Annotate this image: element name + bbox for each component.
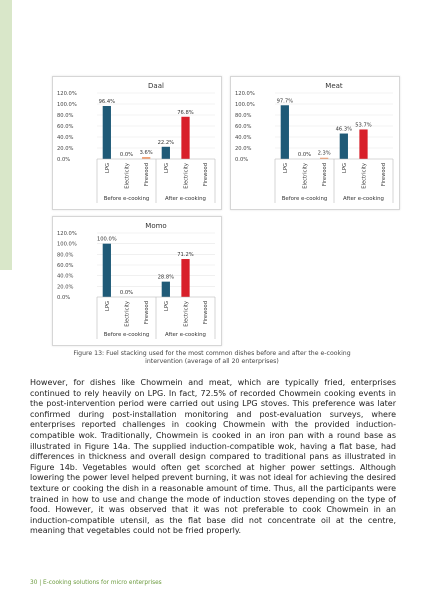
y-tick-label: 80.0%	[235, 113, 252, 119]
bar-lpg	[162, 282, 170, 297]
data-label: 71.2%	[177, 252, 194, 259]
x-tick-label: Electricity	[361, 163, 368, 189]
data-label: 96.4%	[98, 98, 116, 105]
y-tick-label: 120.0%	[235, 91, 255, 97]
data-label: 0.0%	[119, 152, 134, 158]
y-tick-label: 0.0%	[57, 295, 71, 301]
bar-lpg	[162, 147, 170, 159]
chart-title: Daal	[148, 82, 164, 90]
group-label: Before e-cooking	[281, 196, 328, 202]
data-label: 53.7%	[355, 122, 372, 129]
group-label: After e-cooking	[165, 332, 206, 338]
x-tick-label: Electricity	[183, 163, 190, 189]
data-label: 76.8%	[177, 109, 194, 116]
group-label: After e-cooking	[343, 196, 384, 202]
chart-meat-svg	[231, 77, 399, 209]
group-label: Before e-cooking	[103, 332, 150, 338]
x-tick-label: Electricity	[302, 163, 309, 189]
x-tick-label: LPG	[282, 163, 289, 174]
bar-electricity	[359, 129, 367, 159]
data-label: 46.3%	[335, 126, 353, 133]
bar-lpg	[340, 134, 348, 159]
y-tick-label: 0.0%	[57, 157, 71, 163]
y-tick-label: 120.0%	[57, 231, 77, 237]
chart-daal-svg	[53, 77, 221, 209]
data-label: 0.0%	[119, 290, 134, 296]
y-tick-label: 20.0%	[57, 146, 74, 152]
x-tick-label: LPG	[341, 163, 348, 174]
data-label: 3.6%	[139, 150, 153, 157]
x-tick-label: Electricity	[124, 301, 131, 327]
x-tick-label: LPG	[104, 301, 111, 312]
x-tick-label: LPG	[163, 163, 170, 174]
chart-daal	[52, 76, 222, 210]
chart-title: Meat	[325, 82, 343, 90]
group-label: Before e-cooking	[103, 196, 150, 202]
chart-momo-svg	[53, 217, 221, 345]
x-tick-label: LPG	[104, 163, 111, 174]
data-label: 97.7%	[276, 98, 294, 105]
bar-electricity	[181, 117, 189, 159]
x-tick-label: Electricity	[124, 163, 131, 189]
data-label: 2.3%	[317, 150, 331, 157]
bar-lpg	[103, 106, 111, 159]
x-tick-label: Firewood	[381, 163, 388, 187]
figure-caption: Figure 13: Fuel stacking used for the most common dishes before and after the e-cooking intervention (average of all 20 enterprises)	[73, 350, 351, 366]
y-tick-label: 60.0%	[235, 124, 252, 130]
x-tick-label: Firewood	[322, 163, 329, 187]
x-tick-label: LPG	[163, 301, 170, 312]
data-label: 28.8%	[157, 274, 175, 281]
data-label: 100.0%	[96, 236, 117, 243]
bar-lpg	[281, 105, 289, 159]
x-tick-label: Firewood	[203, 163, 210, 187]
chart-momo	[52, 216, 222, 346]
body-paragraph: However, for dishes like Chowmein and meat, which are typically fried, enterprises continued to rely heavily on LPG. In fact, 72.5% of recorded Chowmein cooking events in the post-intervention period were carried out using LPG stoves. This preference was later confirmed during post-installation monitoring and post-evaluation surveys, where enterprises reported challenges in cooking Chowmein with the provided induction-compatible wok. Traditionally, Chowmein is cooked in an iron pan with a round base as illustrated in Figure 14a. The supplied induction-compatible wok, having a flat base, had differences in thickness and overall design compared to traditional pans as illustrated in Figure 14b. Vegetables would often get scorched at higher power settings. Although lowering the power level helped prevent burning, it was not ideal for achieving the desired texture or cooking the dish in a reasonable amount of time. Thus, all the participants were trained in how to use and change the mode of induction stoves depending on the type of food. However, it was observed that it was not preferable to cook Chowmein in an induction-compatible utensil, as the flat base did not concentrate oil at the centre, meaning that vegetables could not be fried properly.	[30, 378, 396, 536]
chart-meat	[230, 76, 400, 210]
data-label: 22.2%	[157, 139, 175, 146]
data-label: 0.0%	[297, 152, 312, 158]
y-tick-label: 100.0%	[57, 241, 77, 248]
y-tick-label: 100.0%	[235, 102, 255, 108]
y-tick-label: 80.0%	[57, 252, 74, 259]
y-tick-label: 120.0%	[57, 91, 77, 97]
y-tick-label: 60.0%	[57, 124, 74, 130]
chart-title: Momo	[145, 222, 167, 230]
x-tick-label: Electricity	[183, 301, 190, 327]
x-tick-label: Firewood	[144, 163, 151, 187]
y-tick-label: 60.0%	[57, 263, 74, 269]
x-tick-label: Firewood	[144, 301, 151, 325]
group-label: After e-cooking	[165, 196, 206, 202]
y-tick-label: 80.0%	[57, 113, 74, 119]
y-tick-label: 40.0%	[57, 135, 74, 141]
y-tick-label: 40.0%	[57, 273, 74, 280]
y-tick-label: 100.0%	[57, 102, 77, 108]
y-tick-label: 0.0%	[235, 157, 249, 163]
side-accent-bar	[0, 0, 12, 270]
y-tick-label: 20.0%	[57, 284, 74, 291]
x-tick-label: Firewood	[203, 301, 210, 325]
y-tick-label: 40.0%	[235, 135, 252, 141]
bar-lpg	[103, 244, 111, 297]
page-footer: 30 | E-cooking solutions for micro enterprises	[30, 580, 162, 586]
bar-electricity	[181, 259, 189, 297]
y-tick-label: 20.0%	[235, 146, 252, 152]
